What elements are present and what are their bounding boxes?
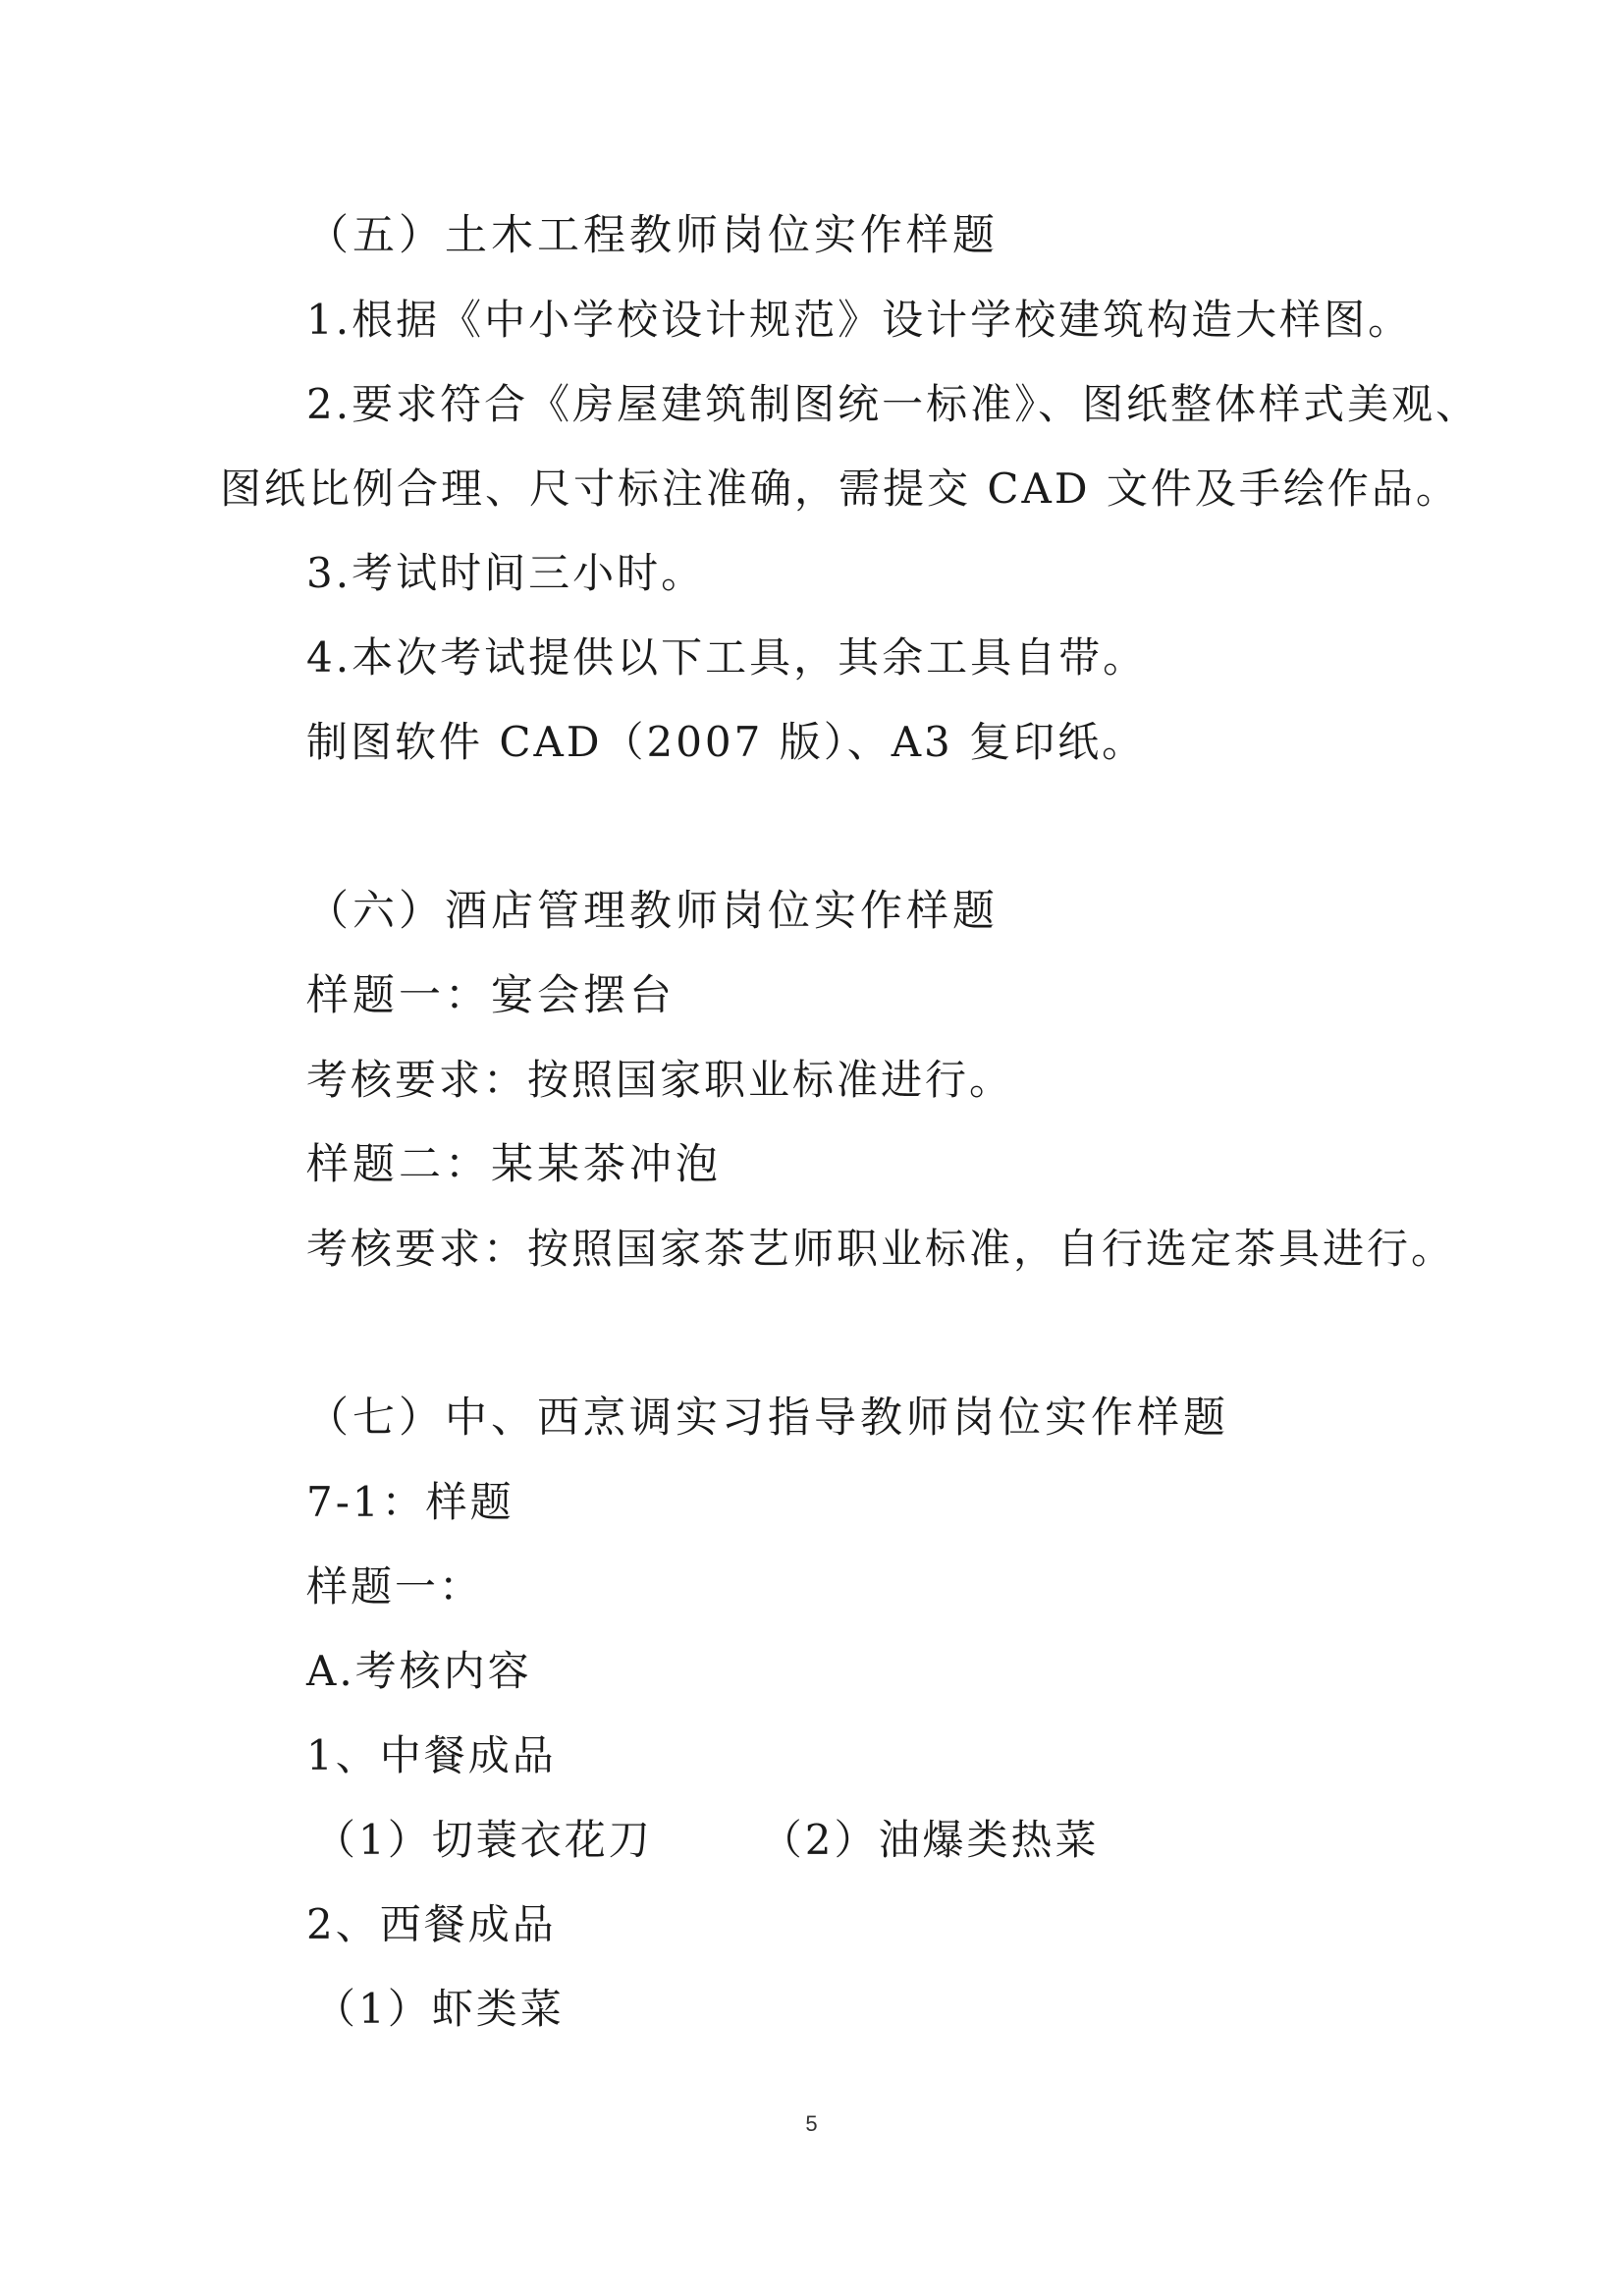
section-5-item-3: 3.考试时间三小时。 bbox=[306, 549, 706, 597]
dish-item-2: （2）油爆类热菜 bbox=[760, 1816, 1100, 1864]
section-7-sample-one: 样题一： bbox=[306, 1562, 484, 1611]
section-7-chinese-dish-items bbox=[314, 1813, 1099, 1868]
section-7-heading: （七）中、西烹调实习指导教师岗位实作样题 bbox=[306, 1394, 1229, 1443]
section-7-content-heading: A.考核内容 bbox=[306, 1647, 532, 1695]
page-number: 5 bbox=[805, 2111, 818, 2136]
section-5-item-2-cont: 图纸比例合理、尺寸标注准确，需提交 CAD 文件及手绘作品。 bbox=[220, 465, 1460, 513]
section-6-question-2-title: 样题二：某某茶冲泡 bbox=[306, 1140, 722, 1189]
section-5-item-4: 4.本次考试提供以下工具，其余工具自带。 bbox=[306, 633, 1148, 682]
section-7-western-dishes: 2、西餐成品 bbox=[306, 1900, 557, 1948]
section-6-question-2-requirement: 考核要求：按照国家茶艺师职业标准，自行选定茶具进行。 bbox=[306, 1225, 1456, 1273]
section-5-tools: 制图软件 CAD（2007 版）、A3 复印纸。 bbox=[306, 718, 1147, 766]
section-7-sample-label: 7-1：样题 bbox=[306, 1478, 514, 1526]
section-5-item-1: 1.根据《中小学校设计规范》设计学校建筑构造大样图。 bbox=[306, 296, 1413, 344]
section-5-item-2: 2.要求符合《房屋建筑制图统一标准》、图纸整体样式美观、 bbox=[306, 380, 1481, 428]
section-7-western-dish-item-1: （1）虾类菜 bbox=[314, 1985, 565, 2033]
section-6-question-1-requirement: 考核要求：按照国家职业标准进行。 bbox=[306, 1056, 1014, 1104]
dish-item-1: （1）切蓑衣花刀 bbox=[314, 1816, 653, 1864]
section-5-heading: （五）土木工程教师岗位实作样题 bbox=[306, 211, 999, 260]
section-6-question-1-title: 样题一：宴会摆台 bbox=[306, 971, 676, 1020]
section-7-chinese-dishes: 1、中餐成品 bbox=[306, 1731, 557, 1779]
section-6-heading: （六）酒店管理教师岗位实作样题 bbox=[306, 887, 999, 936]
